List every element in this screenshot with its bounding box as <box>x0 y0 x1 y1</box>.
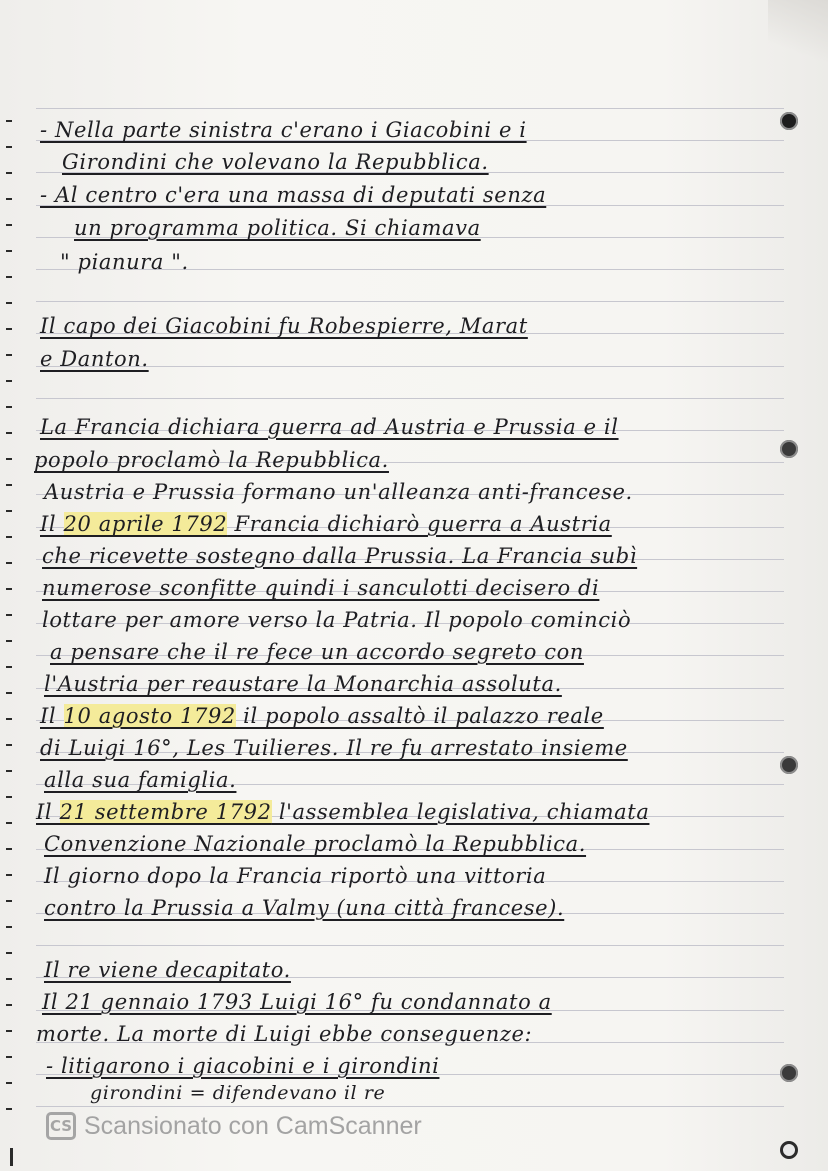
margin-dash <box>6 250 12 252</box>
margin-dash <box>6 198 12 200</box>
date-highlight: 21 settembre 1792 <box>59 800 272 824</box>
note-text: Il <box>36 800 60 824</box>
note-text: l'assemblea legislativa, chiamata <box>271 800 650 824</box>
camscanner-watermark <box>46 1110 422 1142</box>
margin-dash <box>6 224 12 226</box>
note-line: e Danton. <box>40 347 149 371</box>
binder-hole-icon <box>780 1064 798 1082</box>
note-line: Il re viene decapitato. <box>44 958 291 982</box>
margin-dash <box>6 1030 12 1032</box>
ruled-line <box>36 398 784 399</box>
ruled-line <box>36 301 784 302</box>
margin-dash <box>6 692 12 694</box>
margin-dash <box>6 744 12 746</box>
date-highlight: 10 agosto 1792 <box>63 704 236 728</box>
note-line: Convenzione Nazionale proclamò la Repubblica. <box>44 832 587 856</box>
margin-dash <box>6 146 12 148</box>
margin-dash <box>6 1056 12 1058</box>
note-line: popolo proclamò la Repubblica. <box>34 448 389 472</box>
note-text: Francia dichiarò guerra a Austria <box>227 512 612 536</box>
binder-hole-icon <box>780 440 798 458</box>
margin-dash <box>6 848 12 850</box>
margin-dash <box>6 1108 12 1110</box>
note-line: numerose sconfitte quindi i sanculotti decisero di <box>42 576 600 600</box>
margin-dash <box>6 484 12 486</box>
note-line: La Francia dichiara guerra ad Austria e Prussia e il <box>40 415 619 439</box>
margin-dash <box>6 380 12 382</box>
margin-dash <box>6 432 12 434</box>
page-fold <box>768 0 828 70</box>
margin-dash <box>6 614 12 616</box>
note-line: - Nella parte sinistra c'erano i Giacobini e i <box>40 118 527 142</box>
note-line-dated <box>40 512 612 536</box>
margin-dash <box>6 328 12 330</box>
note-line: che ricevette sostegno dalla Prussia. La Francia subì <box>42 544 638 568</box>
margin-dash <box>6 978 12 980</box>
watermark-text: Scansionato con CamScanner <box>84 1111 422 1140</box>
note-line: Girondini che volevano la Repubblica. <box>62 150 489 174</box>
margin-dash <box>6 510 12 512</box>
note-line: di Luigi 16°, Les Tuilieres. Il re fu arrestato insieme <box>40 736 628 760</box>
camscanner-logo-icon: CS <box>46 1112 76 1140</box>
margin-dash <box>6 770 12 772</box>
ruled-line <box>36 108 784 109</box>
note-line: Il 21 gennaio 1793 Luigi 16° fu condannato a <box>42 990 552 1014</box>
margin-dash <box>6 172 12 174</box>
note-line: contro la Prussia a Valmy (una città francese). <box>44 896 565 920</box>
margin-dash <box>6 640 12 642</box>
note-line: un programma politica. Si chiamava <box>74 216 481 240</box>
note-line: " pianura ". <box>60 250 189 274</box>
note-line: Il capo dei Giacobini fu Robespierre, Marat <box>40 314 528 338</box>
binder-hole-icon <box>780 756 798 774</box>
note-line-dated <box>36 800 649 824</box>
note-line: l'Austria per reaustare la Monarchia assoluta. <box>44 672 562 696</box>
binder-hole-icon <box>780 112 798 130</box>
note-line: lottare per amore verso la Patria. Il popolo cominciò <box>42 608 632 632</box>
margin-dash <box>6 276 12 278</box>
margin-dash <box>6 458 12 460</box>
margin-mark <box>10 1148 13 1166</box>
margin-dash <box>6 588 12 590</box>
margin-dash <box>6 822 12 824</box>
margin-dash <box>6 406 12 408</box>
margin-dash <box>6 536 12 538</box>
note-line: - litigarono i giacobini e i girondini <box>46 1054 440 1078</box>
margin-dash <box>6 120 12 122</box>
margin-dash <box>6 874 12 876</box>
note-text: Il <box>40 512 64 536</box>
note-line: morte. La morte di Luigi ebbe conseguenze: <box>36 1022 533 1046</box>
margin-dash <box>6 1082 12 1084</box>
note-text: Il <box>40 704 64 728</box>
margin-dash <box>6 796 12 798</box>
note-text: il popolo assaltò il palazzo reale <box>235 704 604 728</box>
note-line: Il giorno dopo la Francia riportò una vittoria <box>44 864 547 888</box>
margin-dash <box>6 718 12 720</box>
margin-dash <box>6 302 12 304</box>
ruled-line <box>36 945 784 946</box>
ruled-line <box>36 1106 784 1107</box>
note-line: alla sua famiglia. <box>44 768 237 792</box>
margin-dash <box>6 1004 12 1006</box>
note-line: - Al centro c'era una massa di deputati senza <box>40 183 547 207</box>
note-line: girondini = difendevano il re <box>90 1082 386 1104</box>
margin-dash <box>6 354 12 356</box>
margin-dash <box>6 926 12 928</box>
note-line-dated <box>40 704 604 728</box>
margin-dash <box>6 562 12 564</box>
margin-dash <box>6 666 12 668</box>
binder-hole-icon <box>780 1141 798 1159</box>
date-highlight: 20 aprile 1792 <box>63 512 228 536</box>
note-line: Austria e Prussia formano un'alleanza anti-francese. <box>44 480 633 504</box>
note-line: a pensare che il re fece un accordo segreto con <box>50 640 584 664</box>
margin-dash <box>6 952 12 954</box>
margin-dash <box>6 900 12 902</box>
